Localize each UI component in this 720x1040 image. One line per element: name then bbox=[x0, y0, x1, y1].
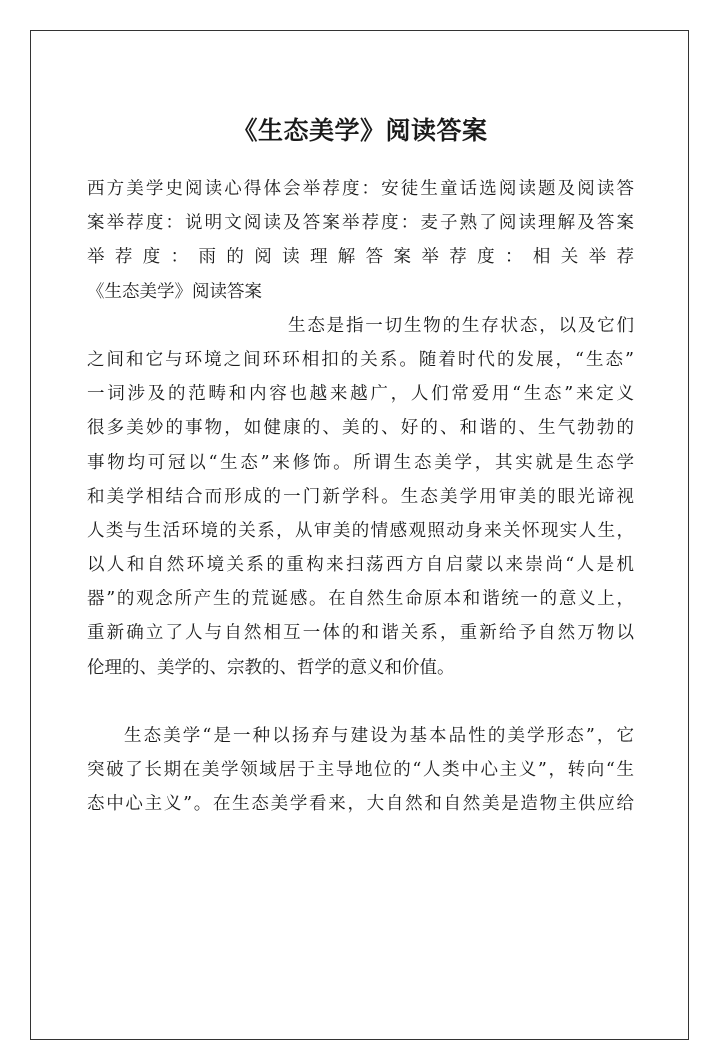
document-title: 《生态美学》阅读答案 bbox=[232, 116, 488, 145]
paragraph-line: 生态是指一切生物的生存状态，以及它们 bbox=[288, 315, 634, 336]
paragraph-line: 一词涉及的范畴和内容也越来越广，人们常爱用“生态”来定义 bbox=[87, 384, 634, 405]
document-body bbox=[87, 172, 634, 821]
paragraph-line: 生态美学“是一种以扬弃与建设为基本品性的美学形态”，它 bbox=[124, 725, 634, 746]
intro-line: 西方美学史阅读心得体会举荐度：安徒生童话选阅读题及阅读答 bbox=[87, 179, 634, 199]
paragraph-line: 器”的观念所产生的荒诞感。在自然生命原本和谐统一的意义上， bbox=[87, 589, 634, 610]
paragraph-line: 以人和自然环境关系的重构来扫荡西方自启蒙以来崇尚“人是机 bbox=[87, 555, 634, 576]
paragraph-line: 很多美妙的事物，如健康的、美的、好的、和谐的、生气勃勃的 bbox=[87, 418, 634, 439]
intro-line: 案举荐度：说明文阅读及答案举荐度：麦子熟了阅读理解及答案 bbox=[87, 213, 634, 234]
intro-line: 《生态美学》阅读答案 bbox=[87, 281, 262, 302]
paragraph-line: 之间和它与环境之间环环相扣的关系。随着时代的发展，“生态” bbox=[87, 349, 634, 370]
paragraph-line: 和美学相结合而形成的一门新学科。生态美学用审美的眼光谛视 bbox=[87, 486, 634, 507]
intro-line: 举 荐 度 ： 雨 的 阅 读 理 解 答 案 举 荐 度 ： 相 关 举 荐 bbox=[87, 247, 634, 268]
paragraph-line: 重新确立了人与自然相互一体的和谐关系，重新给予自然万物以 bbox=[87, 623, 634, 644]
paragraph-line: 伦理的、美学的、宗教的、哲学的意义和价值。 bbox=[87, 657, 455, 678]
paragraph-gap bbox=[87, 685, 634, 719]
paragraph-line: 人类与生活环境的关系，从审美的情感观照动身来关怀现实人生， bbox=[87, 520, 634, 541]
paragraph-line: 态中心主义”。在生态美学看来，大自然和自然美是造物主供应给 bbox=[87, 794, 634, 815]
paragraph-line: 突破了长期在美学领域居于主导地位的“人类中心主义”，转向“生 bbox=[87, 760, 634, 780]
paragraph-line: 事物均可冠以“生态”来修饰。所谓生态美学，其实就是生态学 bbox=[87, 452, 634, 473]
